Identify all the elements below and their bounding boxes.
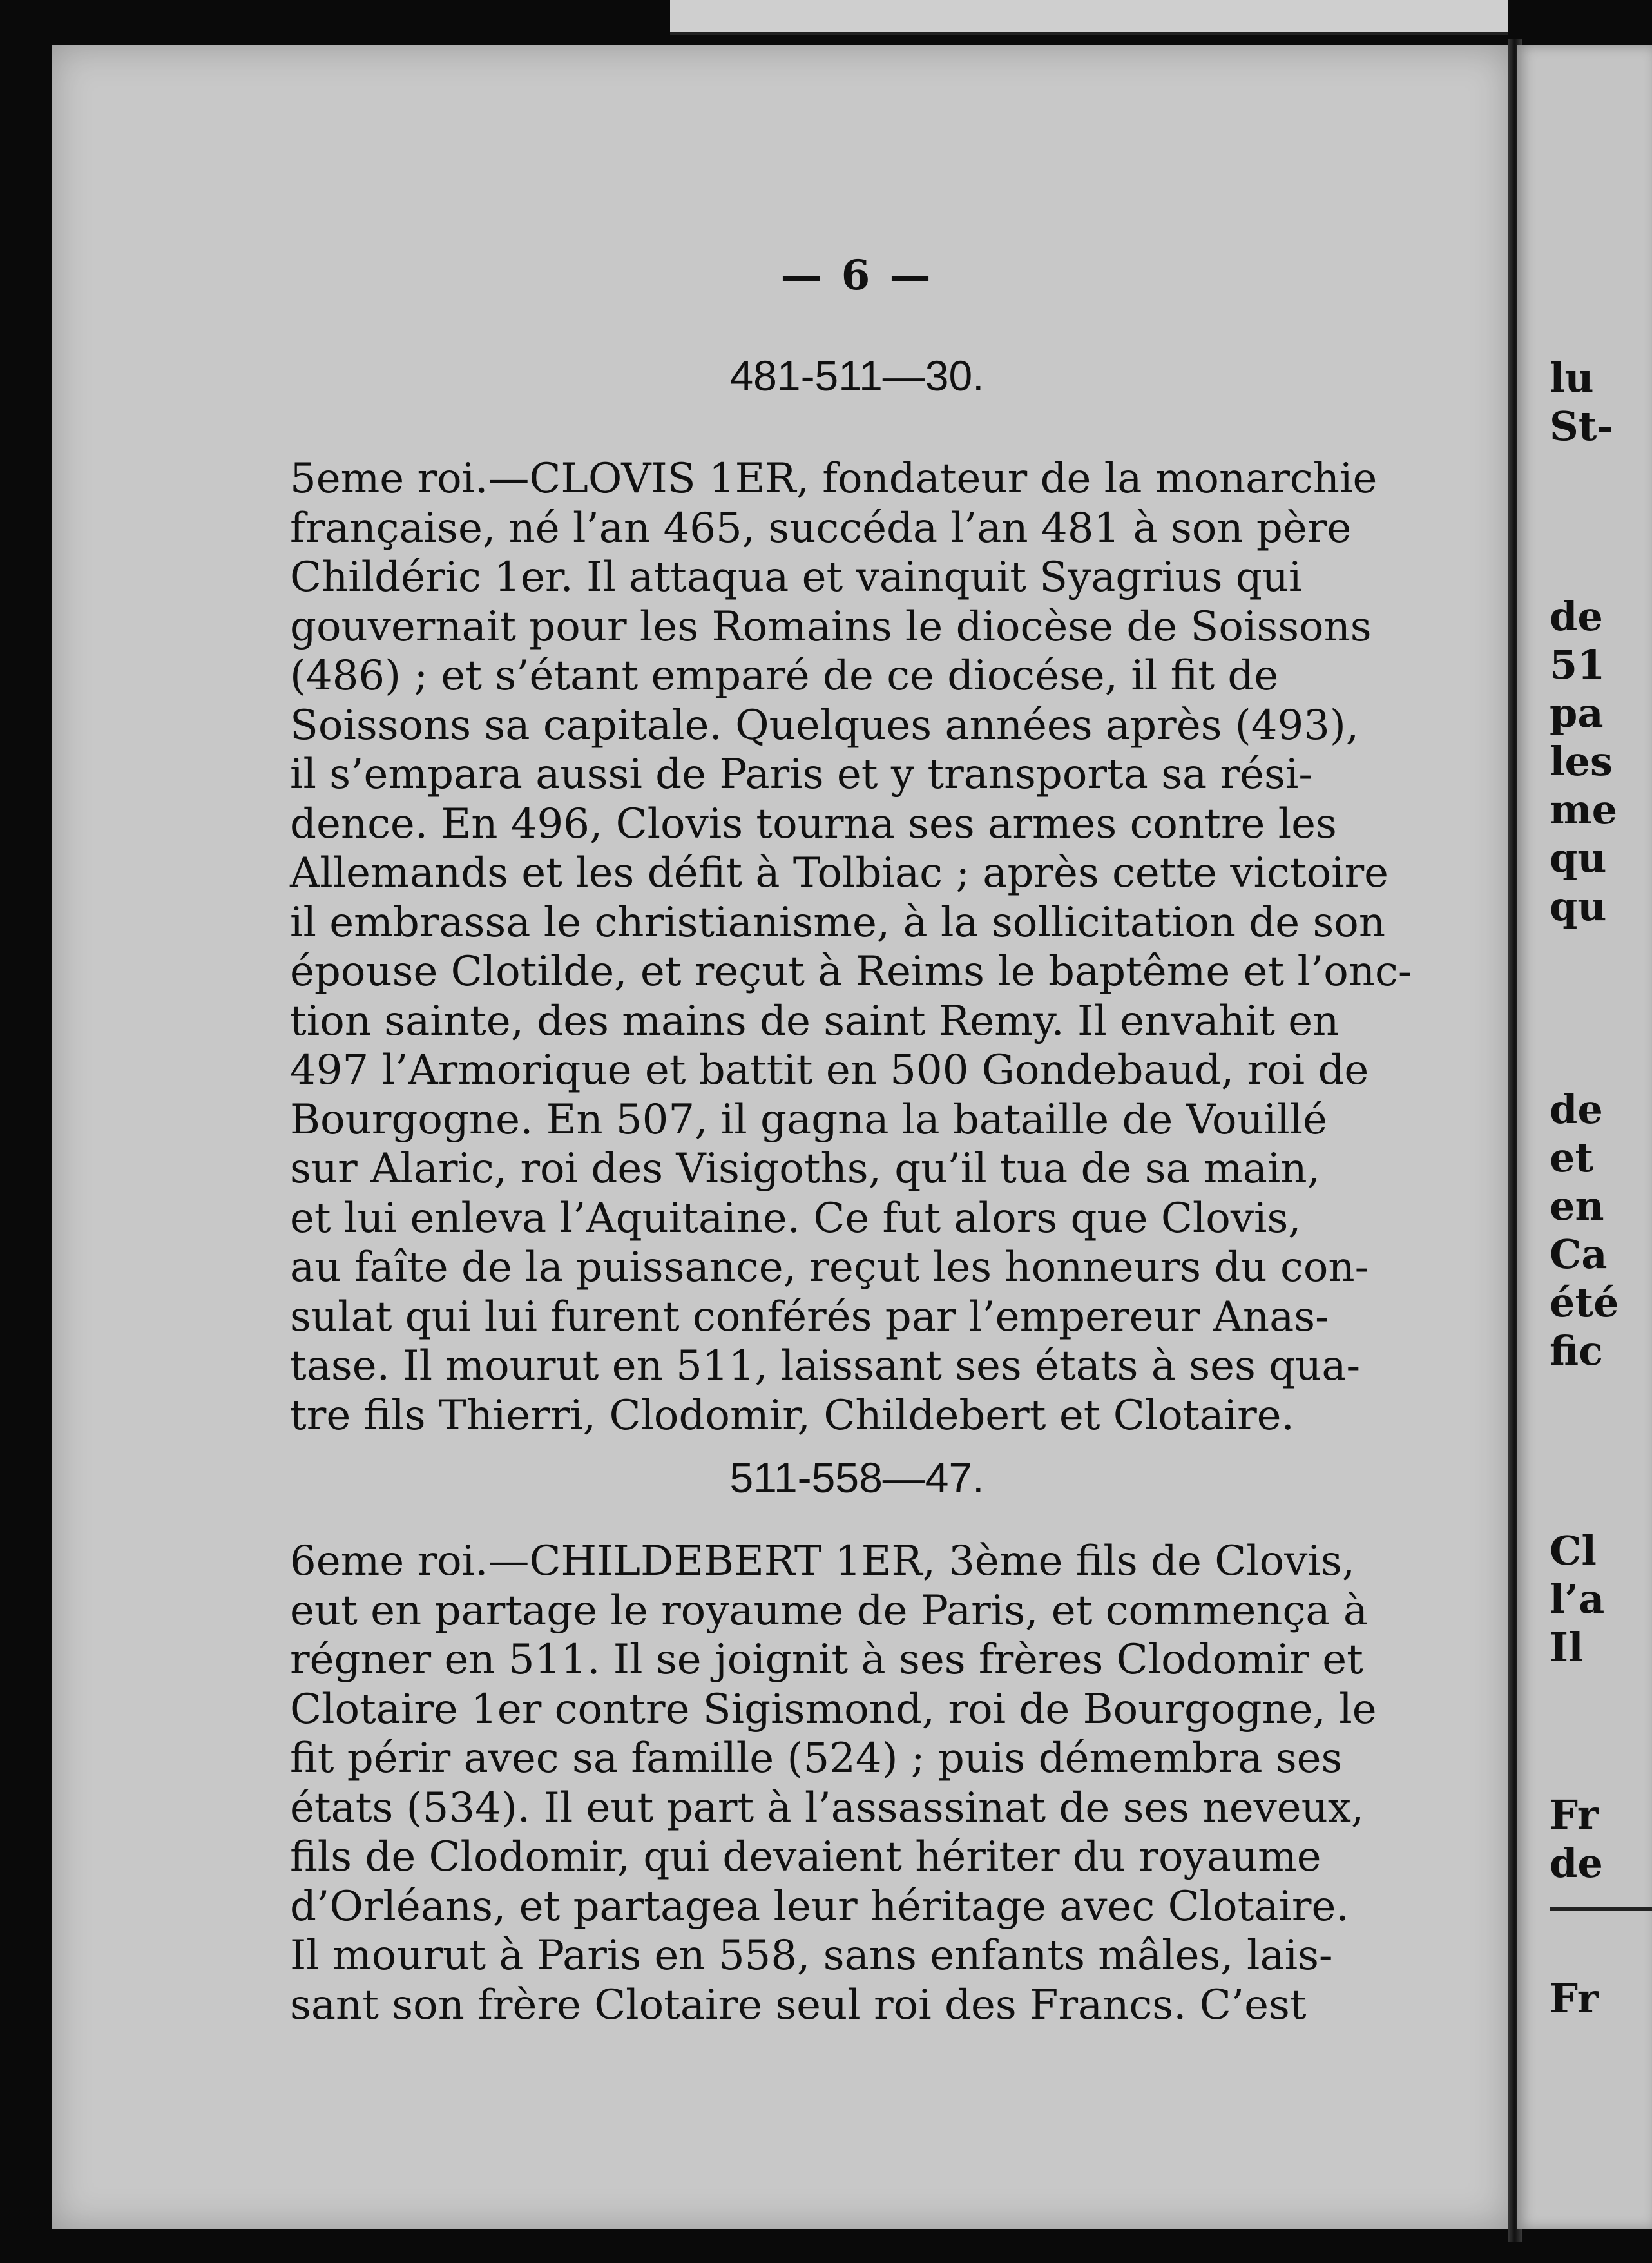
facing-rule [1550,1907,1652,1911]
facing-fragment: Il [1550,1624,1584,1671]
text-line: d’Orléans, et partagea leur héritage avec Clotaire. [290,1882,1349,1931]
text-line: 6eme roi.—CHILDEBERT 1ER, 3ème fils de Clovis, [290,1537,1355,1585]
facing-fragment: Ca [1550,1231,1608,1278]
text-line: épouse Clotilde, et reçut à Reims le baptême et l’onc- [290,948,1412,996]
text-line: régner en 511. Il se joignit à ses frères Clodomir et [290,1636,1363,1684]
facing-fragment: été [1550,1279,1619,1326]
top-page-edge [670,0,1508,35]
text-line: Childéric 1er. Il attaqua et vainquit Syagrius qui [290,554,1302,601]
text-line: états (534). Il eut part à l’assassinat de ses neveux, [290,1784,1365,1832]
facing-fragment: St- [1550,403,1614,450]
page-number: — 6 — [780,251,934,300]
facing-fragment: les [1550,738,1613,785]
text-line: Clotaire 1er contre Sigismond, roi de Bourgogne, le [290,1685,1377,1733]
text-line: eut en partage le royaume de Paris, et commença à [290,1586,1369,1635]
facing-fragment: Fr [1550,1975,1599,2022]
section-heading: 481-511—30. [729,352,984,400]
text-line: sur Alaric, roi des Visigoths, qu’il tua de sa main, [290,1145,1320,1193]
section-body [290,1537,1446,2030]
facing-fragment: de [1550,1840,1603,1887]
text-line: Il mourut à Paris en 558, sans enfants mâles, lais- [290,1932,1333,1979]
text-line: fit périr avec sa famille (524) ; puis démembra ses [290,1735,1343,1782]
text-line: 497 l’Armorique et battit en 500 Gondebaud, roi de [290,1046,1369,1094]
text-line: (486) ; et s’étant emparé de ce diocése, il fit de [290,652,1279,700]
facing-fragment: qu [1550,834,1607,881]
right-page-fragment [1517,45,1652,2229]
text-line: tase. Il mourut en 511, laissant ses états à ses qua- [290,1342,1361,1390]
facing-fragment: et [1550,1134,1594,1181]
text-line: fils de Clodomir, qui devaient hériter du royaume [290,1833,1321,1881]
text-line: tion sainte, des mains de saint Remy. Il envahit en [290,997,1340,1045]
text-line: il embrassa le christianisme, à la sollicitation de son [290,898,1386,947]
facing-fragment: fic [1550,1327,1603,1374]
text-line: sulat qui lui furent conférés par l’empereur Anas- [290,1293,1329,1341]
facing-fragment: en [1550,1182,1604,1229]
text-line: Allemands et les défit à Tolbiac ; après cette victoire [290,849,1389,897]
section-heading: 511-558—47. [729,1454,984,1501]
facing-fragment: l’a [1550,1575,1605,1623]
text-line: sant son frère Clotaire seul roi des Francs. C’est [290,1981,1307,2029]
text-line: et lui enleva l’Aquitaine. Ce fut alors que Clovis, [290,1194,1301,1242]
section-body [290,454,1446,1440]
facing-fragment: 51 [1550,641,1606,688]
text-line: au faîte de la puissance, reçut les honneurs du con- [290,1244,1369,1291]
text-line: tre fils Thierri, Clodomir, Childebert et Clotaire. [290,1391,1294,1440]
text-line: Soissons sa capitale. Quelques années après (493), [290,701,1359,749]
facing-fragment: me [1550,786,1618,833]
facing-fragment: Fr [1550,1791,1599,1838]
text-line: française, né l’an 465, succéda l’an 481 à son père [290,504,1352,552]
text-line: dence. En 496, Clovis tourna ses armes contre les [290,800,1337,848]
facing-fragment: de [1550,593,1603,640]
text-line: 5eme roi.—CLOVIS 1ER, fondateur de la monarchie [290,455,1378,503]
text-line: gouvernait pour les Romains le diocèse de Soissons [290,602,1372,651]
facing-fragment: Cl [1550,1527,1597,1574]
facing-fragment: pa [1550,689,1604,737]
facing-fragment: qu [1550,883,1607,930]
text-line: Bourgogne. En 507, il gagna la bataille de Vouillé [290,1095,1327,1144]
facing-fragment: lu [1550,354,1594,401]
text-line: il s’empara aussi de Paris et y transporta sa rési- [290,751,1312,798]
facing-fragment: de [1550,1086,1603,1133]
